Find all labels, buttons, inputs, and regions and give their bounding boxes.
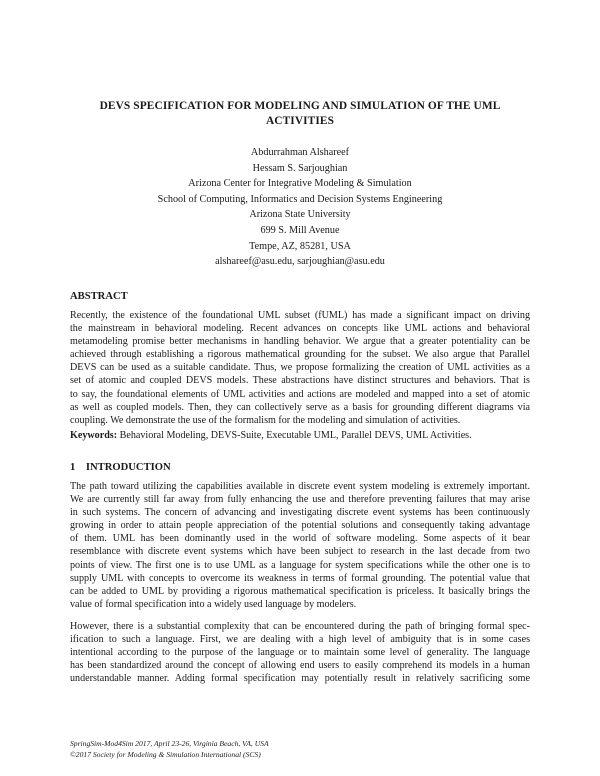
intro-line: We are currently still far away from fully enhancing the use and therefore preventing failures that may arise — [70, 494, 530, 506]
affiliation-school: School of Computing, Informatics and Decision Systems Engineering — [157, 193, 443, 205]
intro-paragraph-1 — [70, 480, 530, 611]
intro-line: of them. UML has been dominantly used in the world of software modeling. Some aspects of it bear — [70, 533, 530, 545]
abstract-body — [70, 309, 530, 427]
intro-line: The path toward utilizing the capabilities available in discrete event system modeling is extremely important. — [70, 481, 530, 492]
keywords — [70, 430, 472, 441]
abstract-line: achieved through establishing a rigorous mathematical grounding for the subset. We also argue that Parallel — [70, 349, 530, 361]
abstract-line: set of atomic and coupled DEVS models. These abstractions have distinct structures and behaviors. That is — [70, 375, 530, 387]
intro-line: growing in order to attain people appreciation of the potential solutions and consequently taking advantage — [70, 520, 530, 532]
keywords-text: Behavioral Modeling, DEVS-Suite, Executable UML, Parallel DEVS, UML Activities. — [117, 430, 472, 441]
title-line-2: ACTIVITIES — [265, 114, 335, 127]
intro-line: can be added to UML by providing a rigorous mathematical specification is priceless. It basically brings the — [70, 585, 530, 597]
abstract-line: Recently, the existence of the foundational UML subset (fUML) has made a significant impact on driving — [70, 310, 530, 321]
address-street: 699 S. Mill Avenue — [260, 224, 340, 236]
intro-line: ification to such a language. First, we are dealing with a high level of ambiguity that is in some cases — [70, 634, 530, 646]
introduction-heading: 1 INTRODUCTION — [70, 462, 171, 473]
abstract-line: the mainstream in behavioral modeling. Recent advances on concepts like UML actions and behavioral — [70, 323, 530, 335]
abstract-line: to say, the foundational elements of UML activities and actions are modeled and mapped into a set of atomic — [70, 388, 530, 400]
footer-conference: SpringSim-Mod4Sim 2017, April 23-26, Virginia Beach, VA, USA — [70, 739, 269, 748]
paper-title — [70, 99, 530, 128]
intro-line: intentional according to the purpose of the language or to maintain some level of generality. The language — [70, 647, 530, 659]
abstract-line: metamodeling promise better mechanisms in handling behavior. We argue that a greater potentiality can be — [70, 336, 530, 348]
author-name-1: Abdurrahman Alshareef — [250, 147, 350, 158]
intro-line: However, there is a substantial complexity that can be encountered during the path of bringing formal spec- — [70, 621, 530, 632]
intro-line: value of formal specification into a widely used language by modelers. — [70, 598, 357, 610]
abstract-line: DEVS can be used as a suitable candidate. Thus, we propose formalizing the creation of UML activities as a — [70, 362, 530, 374]
conference-footer — [70, 738, 269, 760]
address-city: Tempe, AZ, 85281, USA — [249, 240, 351, 252]
author-block — [60, 145, 540, 270]
intro-line: has been standardized around the concept of allowing end users to easily comprehend its models in a human — [70, 660, 530, 672]
footer-copyright: ©2017 Society for Modeling & Simulation International (SCS) — [70, 750, 261, 759]
intro-paragraph-2 — [70, 620, 530, 685]
author-name-2: Hessam S. Sarjoughian — [252, 162, 348, 174]
abstract-line: coupling. We demonstrate the use of the formalism for the modeling and simulation of activities. — [70, 414, 461, 426]
keywords-label: Keywords: — [70, 430, 118, 441]
intro-line: points of view. The first one is to use UML as a language for system specifications while the other one is to — [70, 559, 530, 571]
intro-line: understandable manner. Adding formal specification may potentially result in relatively sacrificing some — [70, 673, 530, 685]
intro-line: in such systems. The concern of advancing and investigating discrete event systems has been continuously — [70, 507, 530, 519]
abstract-line: as well as coupled models. Then, they can collectively serve as a basis for grounding different diagrams via — [70, 401, 530, 413]
intro-line: supply UML with concepts to overcome its weakness in terms of formal grounding. The potential value that — [70, 572, 530, 584]
title-line-1: DEVS SPECIFICATION FOR MODELING AND SIMULATION OF THE UML — [99, 100, 501, 112]
abstract-heading: ABSTRACT — [70, 291, 128, 302]
affiliation-university: Arizona State University — [249, 209, 351, 221]
author-emails: alshareef@asu.edu, sarjoughian@asu.edu — [215, 256, 385, 268]
affiliation-center: Arizona Center for Integrative Modeling & Simulation — [188, 178, 412, 190]
intro-line: resemblance with discrete event systems which have been subject to research in the last decade from two — [70, 546, 530, 558]
